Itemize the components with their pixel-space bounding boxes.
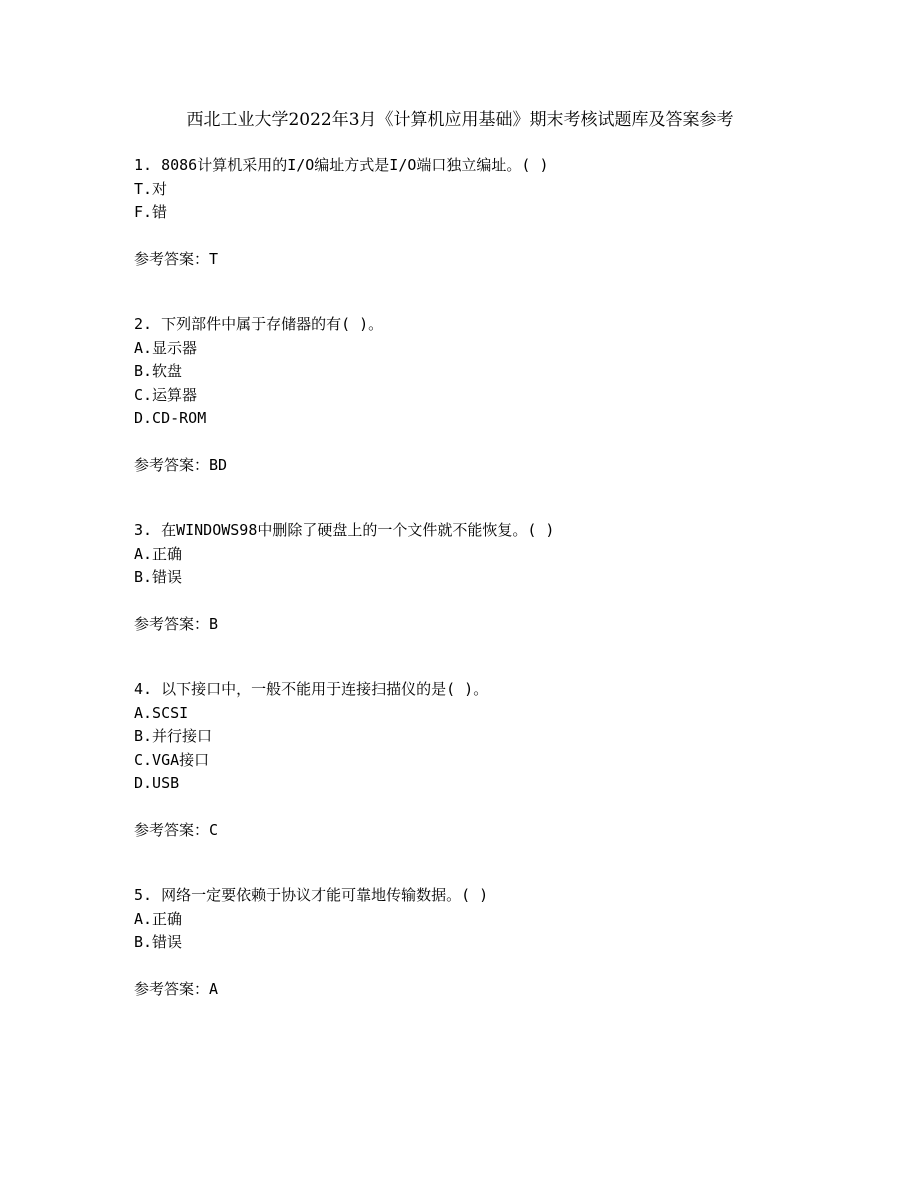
question-stem	[134, 678, 854, 702]
answer-value: A	[209, 979, 219, 998]
answer-label: 参考答案：	[134, 979, 210, 998]
option: B.错误	[134, 933, 183, 951]
question-2	[134, 313, 854, 477]
question-text: 网络一定要依赖于协议才能可靠地传输数据。( )	[161, 886, 489, 904]
option: B.并行接口	[134, 727, 213, 745]
option: B.软盘	[134, 362, 183, 380]
question-number: 2.	[134, 315, 153, 333]
answer-label: 参考答案：	[134, 249, 210, 268]
option: T.对	[134, 179, 168, 198]
question-number: 1.	[134, 156, 153, 174]
option: A.正确	[134, 909, 183, 928]
reference-answer	[134, 819, 854, 843]
option: C.VGA接口	[134, 750, 210, 769]
question-number: 5.	[134, 886, 153, 904]
answer-value: T	[209, 249, 219, 268]
reference-answer	[134, 613, 854, 637]
question-stem	[134, 884, 854, 908]
question-number: 4.	[134, 680, 153, 698]
reference-answer	[134, 248, 854, 272]
reference-answer	[134, 454, 854, 478]
option: D.CD-ROM	[134, 409, 207, 427]
answer-label: 参考答案：	[134, 820, 210, 839]
answer-value: BD	[209, 455, 228, 474]
answer-label: 参考答案：	[134, 614, 210, 633]
question-text: 以下接口中，一般不能用于连接扫描仪的是( )。	[161, 680, 489, 698]
option: A.SCSI	[134, 703, 189, 722]
question-stem	[134, 154, 854, 178]
question-stem	[134, 519, 854, 543]
answer-value: B	[209, 614, 219, 633]
answer-label: 参考答案：	[134, 455, 210, 474]
option: B.错误	[134, 568, 183, 586]
answer-value: C	[209, 820, 219, 839]
question-3	[134, 519, 854, 636]
question-4	[134, 678, 854, 842]
option: D.USB	[134, 774, 180, 792]
question-list	[134, 154, 854, 1043]
question-number: 3.	[134, 521, 153, 539]
question-stem	[134, 313, 854, 337]
option: C.运算器	[134, 385, 198, 404]
document-title: 西北工业大学2022年3月《计算机应用基础》期末考核试题库及答案参考	[186, 110, 734, 130]
option: A.显示器	[134, 338, 198, 357]
reference-answer	[134, 978, 854, 1002]
question-1	[134, 154, 854, 271]
option: A.正确	[134, 544, 183, 563]
question-text: 在WINDOWS98中删除了硬盘上的一个文件就不能恢复。( )	[161, 521, 555, 539]
question-text: 下列部件中属于存储器的有( )。	[161, 315, 384, 333]
option: F.错	[134, 203, 168, 221]
question-text: 8086计算机采用的I/O编址方式是I/O端口独立编址。( )	[161, 156, 549, 174]
question-5	[134, 884, 854, 1001]
